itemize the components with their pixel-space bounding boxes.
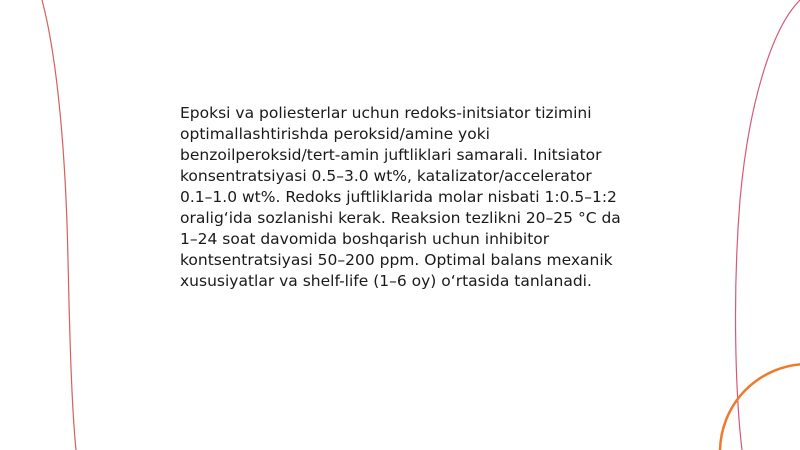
- body-text: Epoksi va poliesterlar uchun redoks-initsiator tizimini optimallashtirishda peroksid/amine yoki benzoilperoksid/tert-amin juftliklari samarali. Initsiator konsentratsiyasi 0.5–3.0 wt%, katalizator/accelerator 0.1–1.0 wt%. Redoks juftliklarida molar nisbati 1:0.5–1:2 oralig‘ida sozlanishi kerak. Reaksion tezlikni 20–25 °C da 1–24 soat davomida boshqarish uchun inhibitor kontsentratsiyasi 50–200 ppm. Optimal balans mexanik xususiyatlar va shelf-life (1–6 oy) o‘rtasida tanlanadi.: [180, 104, 621, 290]
- orange-circle-decoration: [720, 364, 800, 450]
- right-arc-decoration: [736, 0, 800, 450]
- left-arc-decoration: [42, 0, 76, 450]
